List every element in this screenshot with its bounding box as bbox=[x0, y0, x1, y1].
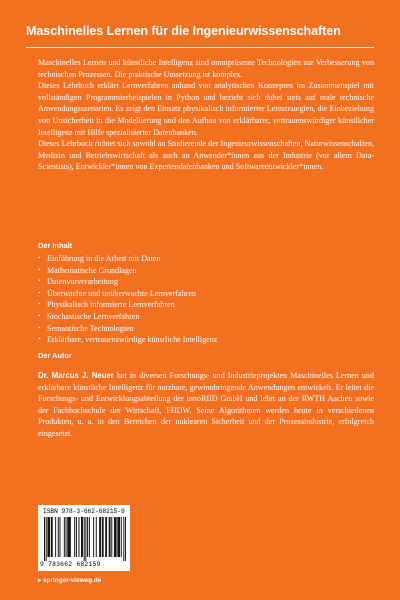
contents-item bbox=[38, 276, 368, 288]
barcode-bar bbox=[47, 517, 48, 557]
blurb-paragraph: Maschinelles Lernen und künstliche Intelligenz sind omnipräsente Technologien zur Verbesserung von technischen Prozessen. Die praktische Umsetzung ist komplex. bbox=[38, 58, 374, 79]
barcode-bar bbox=[118, 517, 119, 557]
barcode-bar bbox=[69, 517, 70, 557]
author-name: Dr. Marcus J. Neuer bbox=[38, 371, 114, 381]
bullet-icon: • bbox=[38, 323, 41, 332]
barcode bbox=[38, 505, 130, 571]
contents-item bbox=[38, 323, 368, 335]
contents-item bbox=[38, 311, 368, 323]
barcode-bar bbox=[99, 517, 100, 557]
bullet-icon: • bbox=[38, 254, 41, 262]
barcode-bar bbox=[81, 517, 82, 557]
barcode-bar bbox=[121, 517, 122, 557]
barcode-bar bbox=[117, 517, 118, 557]
barcode-bar bbox=[76, 517, 77, 557]
contents-item-label: Datenvorverarbeitung bbox=[47, 277, 119, 287]
isbn-digits: 9 783662 682159 bbox=[40, 561, 101, 568]
barcode-bar bbox=[110, 517, 111, 557]
isbn-label: ISBN 978-3-662-68215-9 bbox=[43, 508, 125, 515]
contents-item bbox=[38, 299, 368, 311]
barcode-bar bbox=[64, 517, 65, 557]
contents-item-label: Überwachte und unüberwachte Lernverfahren bbox=[47, 288, 196, 298]
contents-item-label: Stochastische Lernverfahren bbox=[47, 311, 140, 321]
book-title: Maschinelles Lernen für die Ingenieurwissenschaften bbox=[26, 24, 341, 38]
barcode-bar bbox=[119, 517, 120, 557]
contents-item bbox=[38, 288, 368, 300]
publisher-url: ▸ springer-vieweg.de bbox=[38, 577, 102, 584]
barcode-bar bbox=[48, 517, 49, 557]
barcode-bar bbox=[51, 517, 52, 557]
barcode-bar bbox=[60, 517, 61, 557]
barcode-bar bbox=[84, 517, 85, 561]
blurb-paragraph: Dieses Lehrbuch richtet sich sowohl an Studierende der Ingenieurwissenschaften, Naturwissenschaften, Medizin und Betriebswirtschaft als auch an Anwender*innen aus der Industrie (vor allem Data-Scientists), Entwickler*innen von Expertendatenbanken und Softwareentwickler*innen. bbox=[38, 139, 375, 172]
contents-item-label: Semantische Technologien bbox=[47, 323, 134, 333]
bullet-icon: • bbox=[38, 300, 41, 309]
barcode-bar bbox=[89, 517, 90, 557]
barcode-bar bbox=[109, 517, 110, 557]
author-bio bbox=[38, 370, 374, 440]
barcode-bar bbox=[85, 517, 86, 561]
barcode-bar bbox=[70, 517, 71, 557]
contents-heading: Der Inhalt bbox=[38, 241, 73, 250]
blurb bbox=[38, 57, 374, 173]
contents-item bbox=[38, 334, 368, 346]
contents-item-label: Physikalisch informierte Lernverfahren bbox=[47, 300, 175, 310]
barcode-bar bbox=[125, 517, 126, 561]
barcode-bar bbox=[93, 517, 94, 557]
barcode-bar bbox=[55, 517, 56, 557]
barcode-bar bbox=[68, 517, 69, 557]
contents-item bbox=[38, 265, 368, 277]
barcode-bars bbox=[44, 517, 126, 561]
barcode-bar bbox=[100, 517, 101, 557]
contents-item-label: Einführung in die Arbeit mit Daten bbox=[47, 254, 161, 263]
bullet-icon: • bbox=[38, 277, 41, 286]
author-heading: Der Autor bbox=[38, 351, 72, 360]
title-divider bbox=[26, 47, 374, 48]
blurb-paragraph: Dieses Lehrbuch erklärt Lernverfahren anhand von analytischen Konzepten im Zusammenspiel mit vollständigen Programmierbeispielen in Python und bezieht sich dabei stets auf reale technische Anwendungsszenarien. Es zeigt den Einsatz physikalisch informierter Lernstrategien, die Einbeziehung von Unsicherheit in die Modellierung und den Aufbau von erklärbarer, vertrauenswürdiger künstlicher Intelligenz mit Hilfe spezialisierter Datenbanken. bbox=[38, 81, 374, 137]
barcode-bar bbox=[67, 517, 68, 557]
contents-item-label: Mathematische Grundlagen bbox=[47, 265, 137, 275]
contents-item-label: Erklärbare, vertrauenswürdige künstliche Intelligenz bbox=[47, 335, 218, 345]
barcode-bar bbox=[103, 517, 104, 557]
barcode-bar bbox=[105, 517, 106, 557]
author-bio-text: hat in diversen Forschungs- und Industrieprojekten Maschinelles Lernen und erklärbare künstliche Intelligenz für nutzbare, gewinnbringende Anwendungen entwickelt. Er leitet die Forschungs- und Entwicklungsabteilung der innoRIID GmbH und lehrt an der RWTH Aachen sowie der Fachhochschule der Wirtschaft, FHDW. Seine Algorithmen werden heute in verschiedenen Produkten, u. a. in den Bereichen der nuklearen Sicherheit und der Prozessindustrie, erfolgreich eingesetzt. bbox=[38, 371, 374, 439]
barcode-bar bbox=[58, 517, 59, 557]
barcode-bar bbox=[114, 517, 115, 557]
contents-item bbox=[38, 253, 368, 265]
bullet-icon: • bbox=[38, 265, 41, 274]
barcode-bar bbox=[52, 517, 53, 557]
bullet-icon: • bbox=[38, 335, 41, 344]
bullet-icon: • bbox=[38, 288, 41, 297]
barcode-bar bbox=[116, 517, 117, 557]
barcode-bar bbox=[49, 517, 50, 557]
bullet-icon: • bbox=[38, 311, 41, 320]
barcode-bar bbox=[46, 517, 47, 561]
contents-list bbox=[38, 253, 368, 346]
barcode-bar bbox=[74, 517, 75, 557]
barcode-bar bbox=[87, 517, 88, 557]
barcode-bar bbox=[79, 517, 80, 557]
barcode-bar bbox=[106, 517, 107, 557]
barcode-bar bbox=[111, 517, 112, 557]
barcode-bar bbox=[102, 517, 103, 557]
barcode-bar bbox=[115, 517, 116, 557]
barcode-bar bbox=[44, 517, 45, 561]
barcode-bar bbox=[96, 517, 97, 557]
barcode-bar bbox=[123, 517, 124, 561]
barcode-bar bbox=[66, 517, 67, 557]
barcode-bar bbox=[82, 517, 83, 557]
